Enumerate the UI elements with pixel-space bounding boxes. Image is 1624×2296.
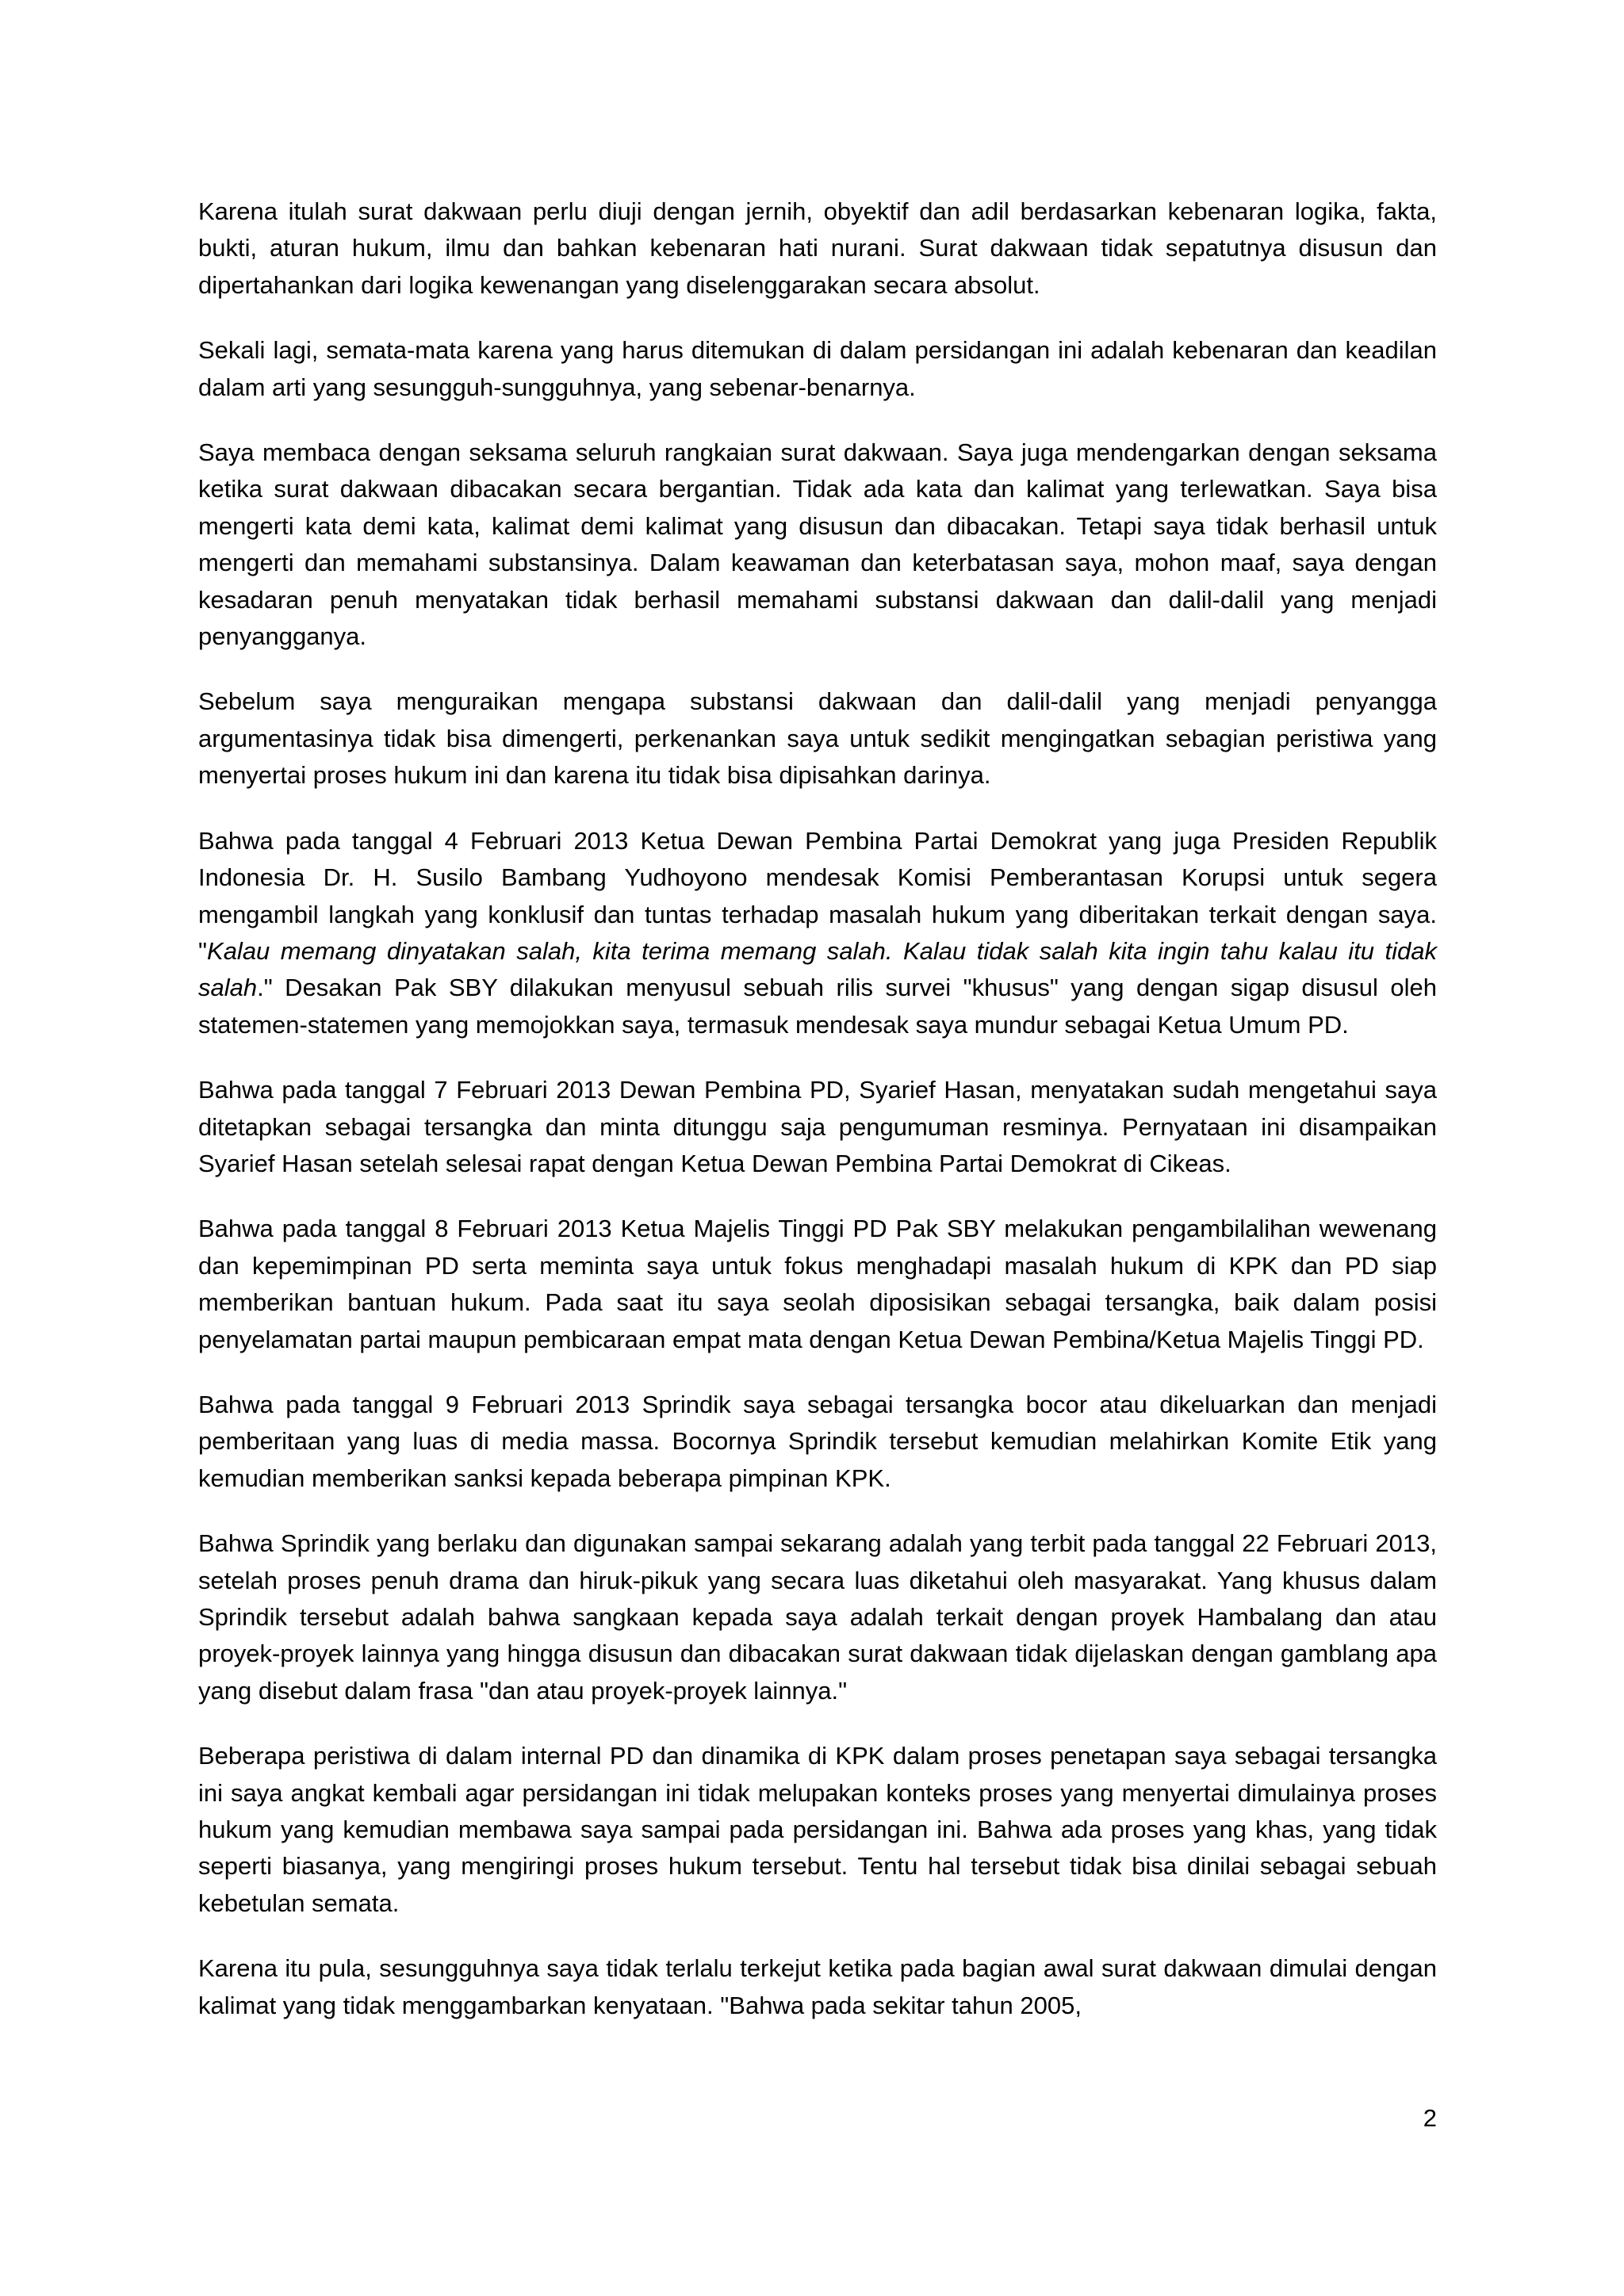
paragraph-text: Saya membaca dengan seksama seluruh rangkaian surat dakwaan. Saya juga mendengarkan dengan seksama ketika surat dakwaan dibacakan secara bergantian. Tidak ada kata dan kalimat yang terlewatkan. Saya bisa mengerti kata demi kata, kalimat demi kalimat yang disusun dan dibacakan. Tetapi saya tidak berhasil untuk mengerti dan memahami substansinya. Dalam keawaman dan keterbatasan saya, mohon maaf, saya dengan kesadaran penuh menyatakan tidak berhasil memahami substansi dakwaan dan dalil-dalil yang menjadi penyangganya. [198, 438, 1437, 651]
paragraph-text: Sebelum saya menguraikan mengapa substansi dakwaan dan dalil-dalil yang menjadi penyangga argumentasinya tidak bisa dimengerti, perkenankan saya untuk sedikit mengingatkan sebagian peristiwa yang menyertai proses hukum ini dan karena itu tidak bisa dipisahkan darinya. [198, 687, 1437, 790]
page-number: 2 [1423, 2104, 1437, 2132]
paragraph [198, 823, 1437, 1043]
paragraph-text: Bahwa Sprindik yang berlaku dan digunakan sampai sekarang adalah yang terbit pada tanggal 22 Februari 2013, setelah proses penuh drama dan hiruk-pikuk yang secara luas diketahui oleh masyarakat. Yang khusus dalam Sprindik tersebut adalah bahwa sangkaan kepada saya adalah terkait dengan proyek Hambalang dan atau proyek-proyek lainnya yang hingga disusun dan dibacakan surat dakwaan tidak dijelaskan dengan gamblang apa yang disebut dalam frasa "dan atau proyek-proyek lainnya." [198, 1529, 1437, 1705]
paragraph [198, 1072, 1437, 1182]
paragraph-text: Bahwa pada tanggal 4 Februari 2013 Ketua Dewan Pembina Partai Demokrat yang juga Presiden Republik Indonesia Dr. H. Susilo Bambang Yudhoyono mendesak Komisi Pemberantasan Korupsi untuk segera mengambil langkah yang konklusif dan tuntas terhadap masalah hukum yang diberitakan terkait dengan saya. " [198, 826, 1437, 965]
paragraph-text: Bahwa pada tanggal 7 Februari 2013 Dewan Pembina PD, Syarief Hasan, menyatakan sudah mengetahui saya ditetapkan sebagai tersangka dan minta ditunggu saja pengumuman resminya. Pernyataan ini disampaikan Syarief Hasan setelah selesai rapat dengan Ketua Dewan Pembina Partai Demokrat di Cikeas. [198, 1076, 1437, 1177]
paragraph [198, 683, 1437, 794]
paragraph-text: Bahwa pada tanggal 8 Februari 2013 Ketua Majelis Tinggi PD Pak SBY melakukan pengambilalihan wewenang dan kepemimpinan PD serta meminta saya untuk fokus menghadapi masalah hukum di KPK dan PD siap memberikan bantuan hukum. Pada saat itu saya seolah diposisikan sebagai tersangka, baik dalam posisi penyelamatan partai maupun pembicaraan empat mata dengan Ketua Dewan Pembina/Ketua Majelis Tinggi PD. [198, 1215, 1437, 1353]
paragraph [198, 434, 1437, 655]
paragraph [198, 1950, 1437, 2024]
paragraph-text: Bahwa pada tanggal 9 Februari 2013 Sprindik saya sebagai tersangka bocor atau dikeluarkan dan menjadi pemberitaan yang luas di media massa. Bocornya Sprindik tersebut kemudian melahirkan Komite Etik yang kemudian memberikan sanksi kepada beberapa pimpinan KPK. [198, 1390, 1437, 1492]
paragraph [198, 1211, 1437, 1358]
paragraph [198, 1525, 1437, 1709]
document-body [198, 193, 1437, 2053]
paragraph-text: Sekali lagi, semata-mata karena yang harus ditemukan di dalam persidangan ini adalah kebenaran dan keadilan dalam arti yang sesungguh-sungguhnya, yang sebenar-benarnya. [198, 336, 1437, 401]
paragraph [198, 1738, 1437, 1922]
paragraph [198, 332, 1437, 406]
paragraph-text: ." Desakan Pak SBY dilakukan menyusul sebuah rilis survei "khusus" yang dengan sigap disusul oleh statemen-statemen yang memojokkan saya, termasuk mendesak saya mundur sebagai Ketua Umum PD. [198, 974, 1437, 1039]
paragraph-text: Beberapa peristiwa di dalam internal PD dan dinamika di KPK dalam proses penetapan saya sebagai tersangka ini saya angkat kembali agar persidangan ini tidak melupakan konteks proses yang menyertai dimulainya proses hukum yang kemudian membawa saya sampai pada persidangan ini. Bahwa ada proses yang khas, yang tidak seperti biasanya, yang mengiringi proses hukum tersebut. Tentu hal tersebut tidak bisa dinilai sebagai sebuah kebetulan semata. [198, 1742, 1437, 1917]
paragraph-text: Karena itulah surat dakwaan perlu diuji dengan jernih, obyektif dan adil berdasarkan kebenaran logika, fakta, bukti, aturan hukum, ilmu dan bahkan kebenaran hati nurani. Surat dakwaan tidak sepatutnya disusun dan dipertahankan dari logika kewenangan yang diselenggarakan secara absolut. [198, 197, 1437, 299]
italic-quote: Kalau memang dinyatakan salah, kita terima memang salah. Kalau tidak salah kita ingin tahu kalau itu tidak salah [198, 936, 1437, 1002]
paragraph [198, 1387, 1437, 1497]
paragraph-text: Karena itu pula, sesungguhnya saya tidak terlalu terkejut ketika pada bagian awal surat dakwaan dimulai dengan kalimat yang tidak menggambarkan kenyataan. "Bahwa pada sekitar tahun 2005, [198, 1954, 1437, 2019]
paragraph [198, 193, 1437, 304]
